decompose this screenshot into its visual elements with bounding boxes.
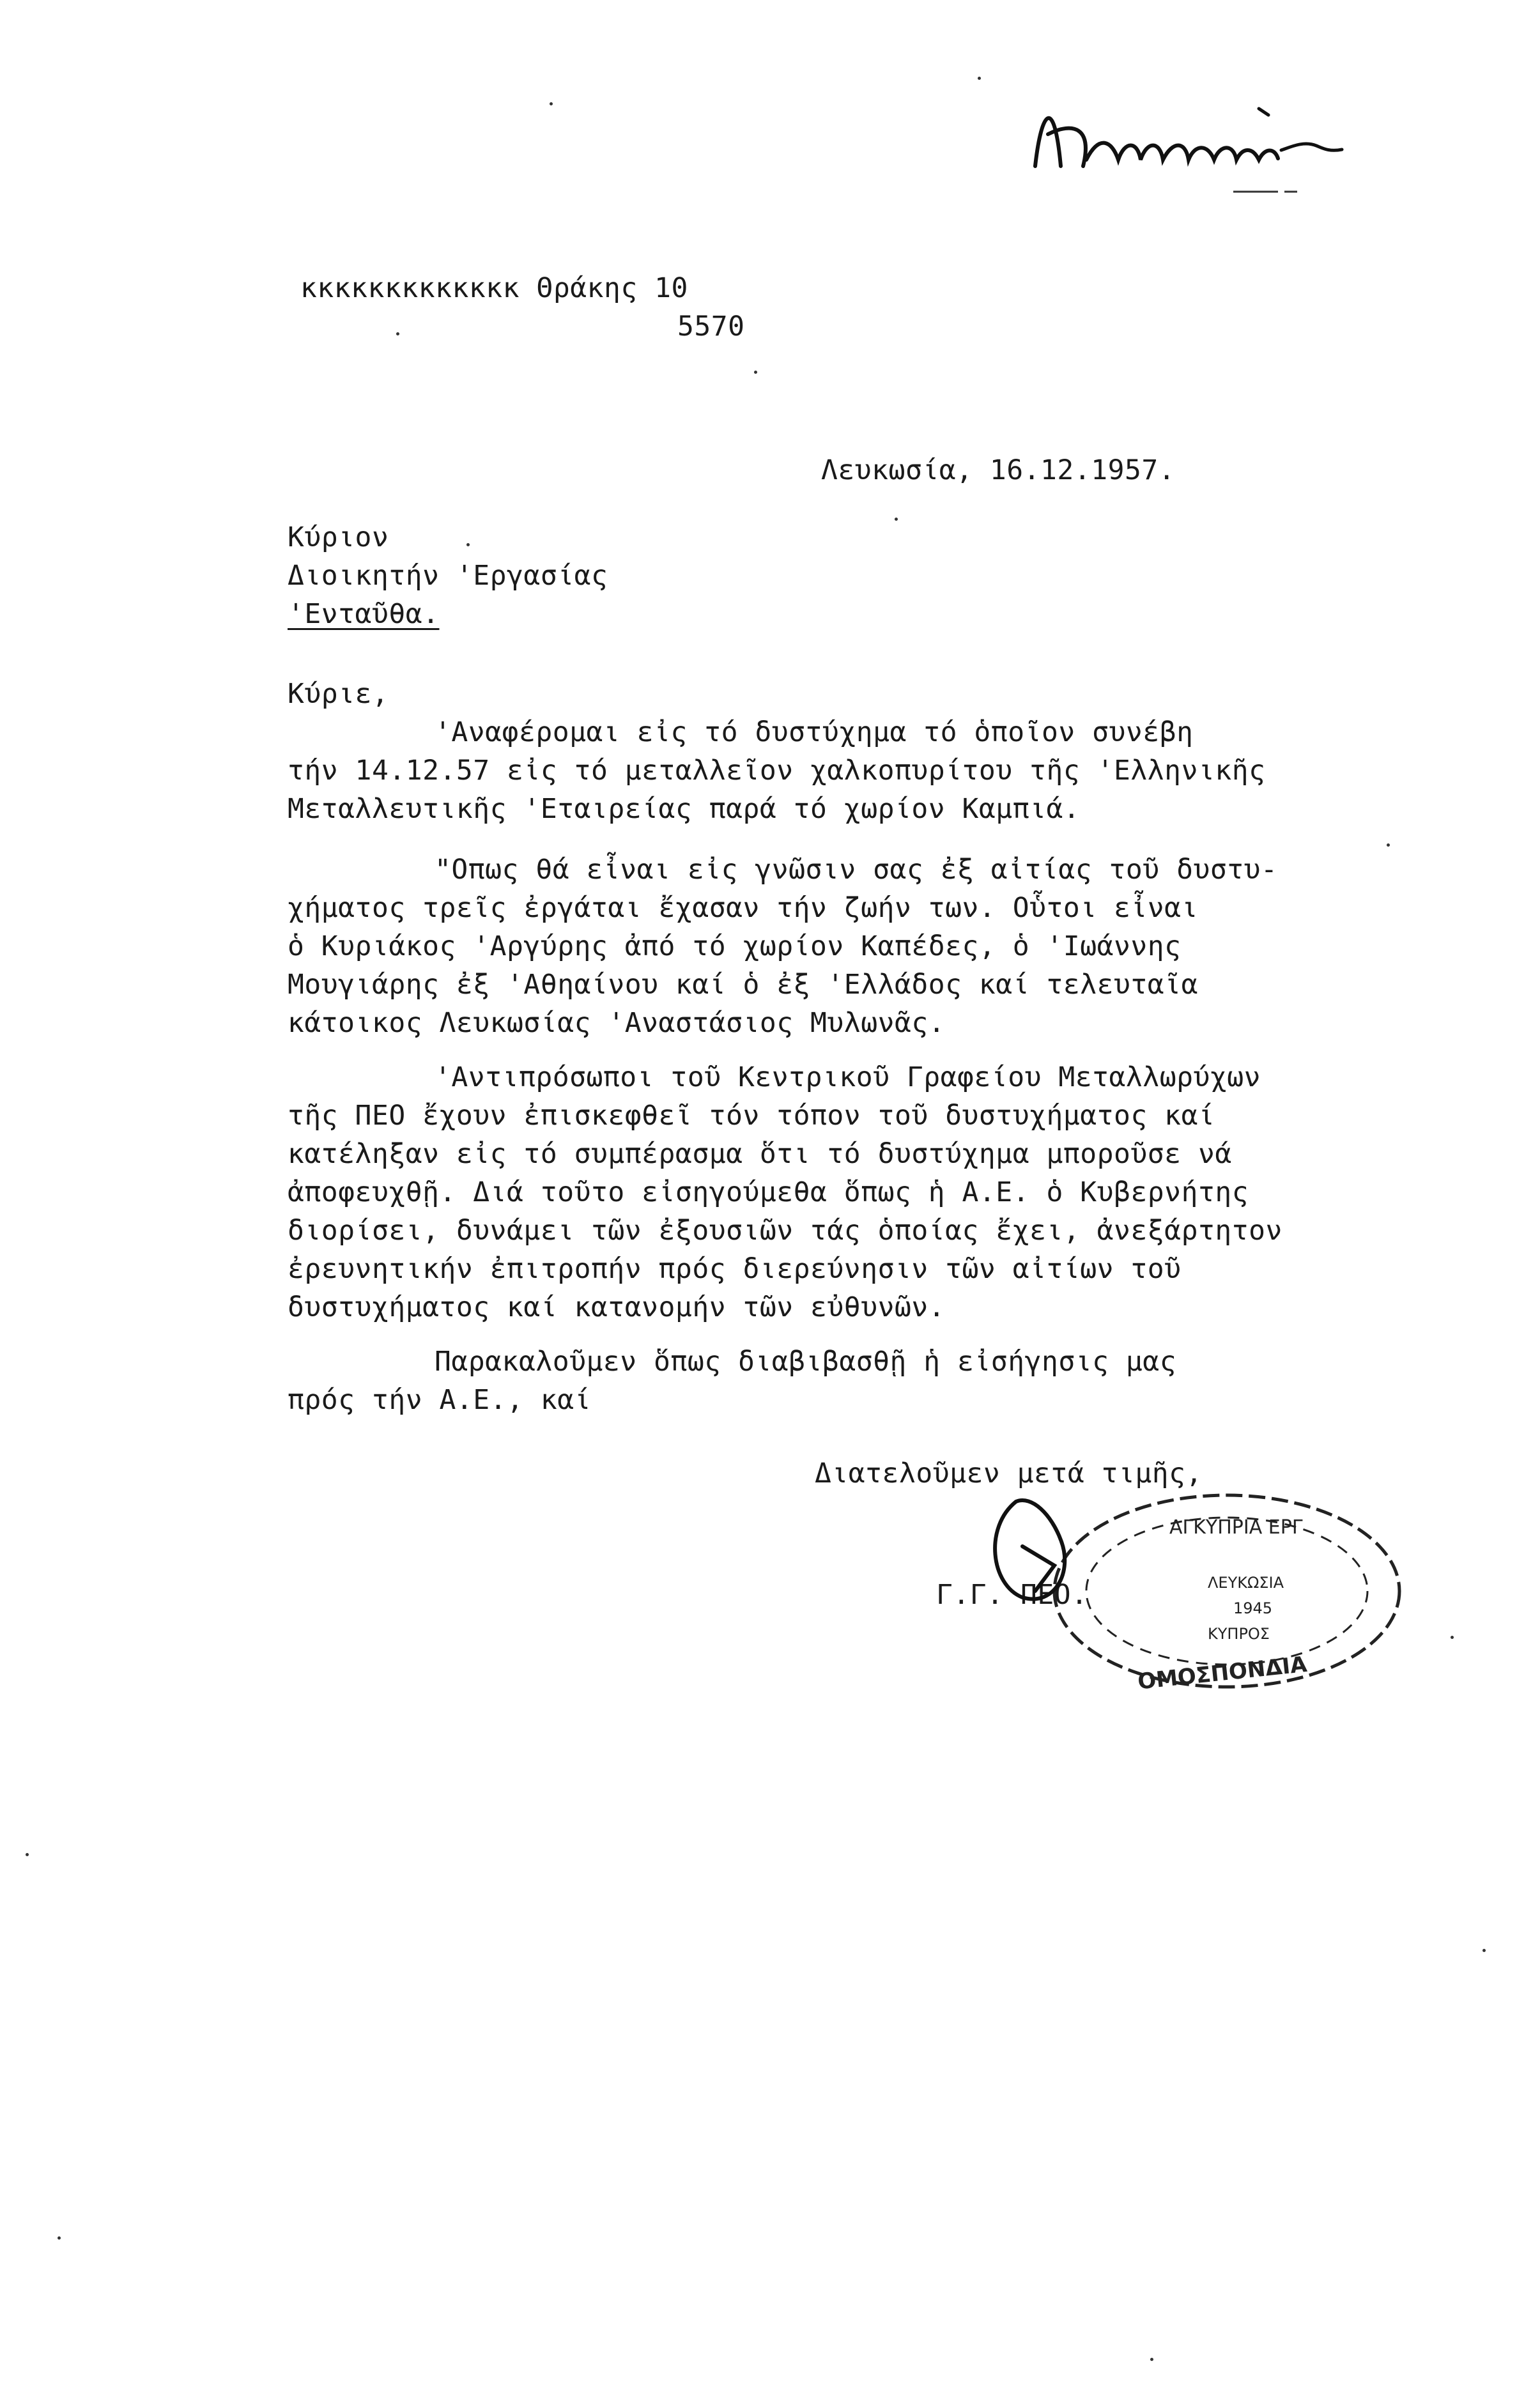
scan-speck bbox=[895, 518, 898, 521]
stamp-bottom-text: ΟΜΟΣΠΟΝΔΙΑ bbox=[1136, 1651, 1309, 1695]
signature-block: Γ.Γ. ΠΕΟ. bbox=[936, 1579, 1088, 1611]
body-line: τήν 14.12.57 εἰς τό μεταλλεῖον χαλκοπυρίτου τῆς 'Ελληνικῆς bbox=[288, 755, 1266, 787]
scan-speck bbox=[754, 371, 757, 374]
recipient-line-3: 'Ενταῦθα. bbox=[288, 598, 440, 630]
handwritten-signature bbox=[1022, 70, 1355, 198]
body-line: ἀποφευχθῇ. Διά τοῦτο εἰσηγούμεθα ὅπως ἡ Α.Ε. ὁ Κυβερνήτης bbox=[288, 1176, 1249, 1208]
organization-stamp bbox=[978, 1476, 1425, 1719]
body-line: ἐρευνητικήν ἐπιτροπήν πρός διερεύνησιν τῶν αἰτίων τοῦ bbox=[288, 1253, 1182, 1285]
scan-speck bbox=[550, 102, 553, 105]
salutation: Κύριε, bbox=[288, 678, 389, 710]
body-line: "Οπως θά εἶναι εἰς γνῶσιν σας ἐξ αἰτίας τοῦ δυστυ- bbox=[435, 854, 1278, 886]
scan-speck bbox=[58, 2236, 61, 2240]
scan-speck bbox=[26, 1853, 29, 1856]
scan-speck bbox=[396, 332, 399, 335]
body-line: 'Αντιπρόσωποι τοῦ Κεντρικοῦ Γραφείου Μεταλλωρύχων bbox=[435, 1061, 1261, 1093]
body-line: Παρακαλοῦμεν ὅπως διαβιβασθῇ ἡ εἰσήγησις μας bbox=[435, 1346, 1177, 1378]
recipient-line-2: Διοικητήν 'Εργασίας bbox=[288, 560, 608, 592]
body-line: κάτοικος Λευκωσίας 'Αναστάσιος Μυλωνᾶς. bbox=[288, 1007, 946, 1039]
scan-speck bbox=[1150, 2358, 1153, 2361]
body-line: διορίσει, δυνάμει τῶν ἐξουσιῶν τάς ὁποίας ἔχει, ἀνεξάρτητον bbox=[288, 1215, 1282, 1247]
sender-phone: 5570 bbox=[677, 311, 745, 342]
stamp-country: ΚΥΠΡΟΣ bbox=[1208, 1625, 1270, 1643]
body-line: Μεταλλευτικῆς 'Εταιρείας παρά τό χωρίον Καμπιά. bbox=[288, 793, 1081, 825]
scan-speck bbox=[466, 543, 470, 546]
letter-date: Λευκωσία, 16.12.1957. bbox=[821, 454, 1176, 486]
recipient-line-1: Κύριον bbox=[288, 521, 389, 553]
stamp-city: ΛΕΥΚΩΣΙΑ bbox=[1208, 1574, 1284, 1592]
body-line: τῆς ΠΕΟ ἔχουν ἐπισκεφθεῖ τόν τόπον τοῦ δυστυχήματος καί bbox=[288, 1100, 1215, 1132]
body-line: 'Αναφέρομαι εἰς τό δυστύχημα τό ὁποῖον συνέβη bbox=[435, 716, 1194, 748]
sender-address: κκκκκκκκκκκκκ Θράκης 10 bbox=[300, 272, 688, 304]
body-line: πρός τήν Α.Ε., καί bbox=[288, 1384, 591, 1416]
closing: Διατελοῦμεν μετά τιμῆς, bbox=[815, 1457, 1203, 1489]
scan-speck bbox=[1451, 1636, 1454, 1639]
scan-speck bbox=[1387, 843, 1390, 847]
stamp-top-text: ΑΓΚΥΠΡΙΑ ΕΡΓ bbox=[1169, 1516, 1303, 1539]
body-line: χήματος τρεῖς ἐργάται ἔχασαν τήν ζωήν των. Οὗτοι εἶναι bbox=[288, 892, 1198, 924]
body-line: Μουγιάρης ἐξ 'Αθηαίνου καί ὁ ἐξ 'Ελλάδος καί τελευταῖα bbox=[288, 969, 1198, 1001]
body-line: ὁ Κυριάκος 'Αργύρης ἀπό τό χωρίον Καπέδες, ὁ 'Ιωάννης bbox=[288, 930, 1182, 962]
body-line: κατέληξαν εἰς τό συμπέρασμα ὅτι τό δυστύχημα μποροῦσε νά bbox=[288, 1138, 1232, 1170]
body-line: δυστυχήματος καί κατανομήν τῶν εὐθυνῶν. bbox=[288, 1291, 946, 1323]
stamp-year: 1945 bbox=[1233, 1599, 1273, 1617]
scan-speck bbox=[978, 77, 981, 80]
scan-speck bbox=[1482, 1949, 1486, 1952]
